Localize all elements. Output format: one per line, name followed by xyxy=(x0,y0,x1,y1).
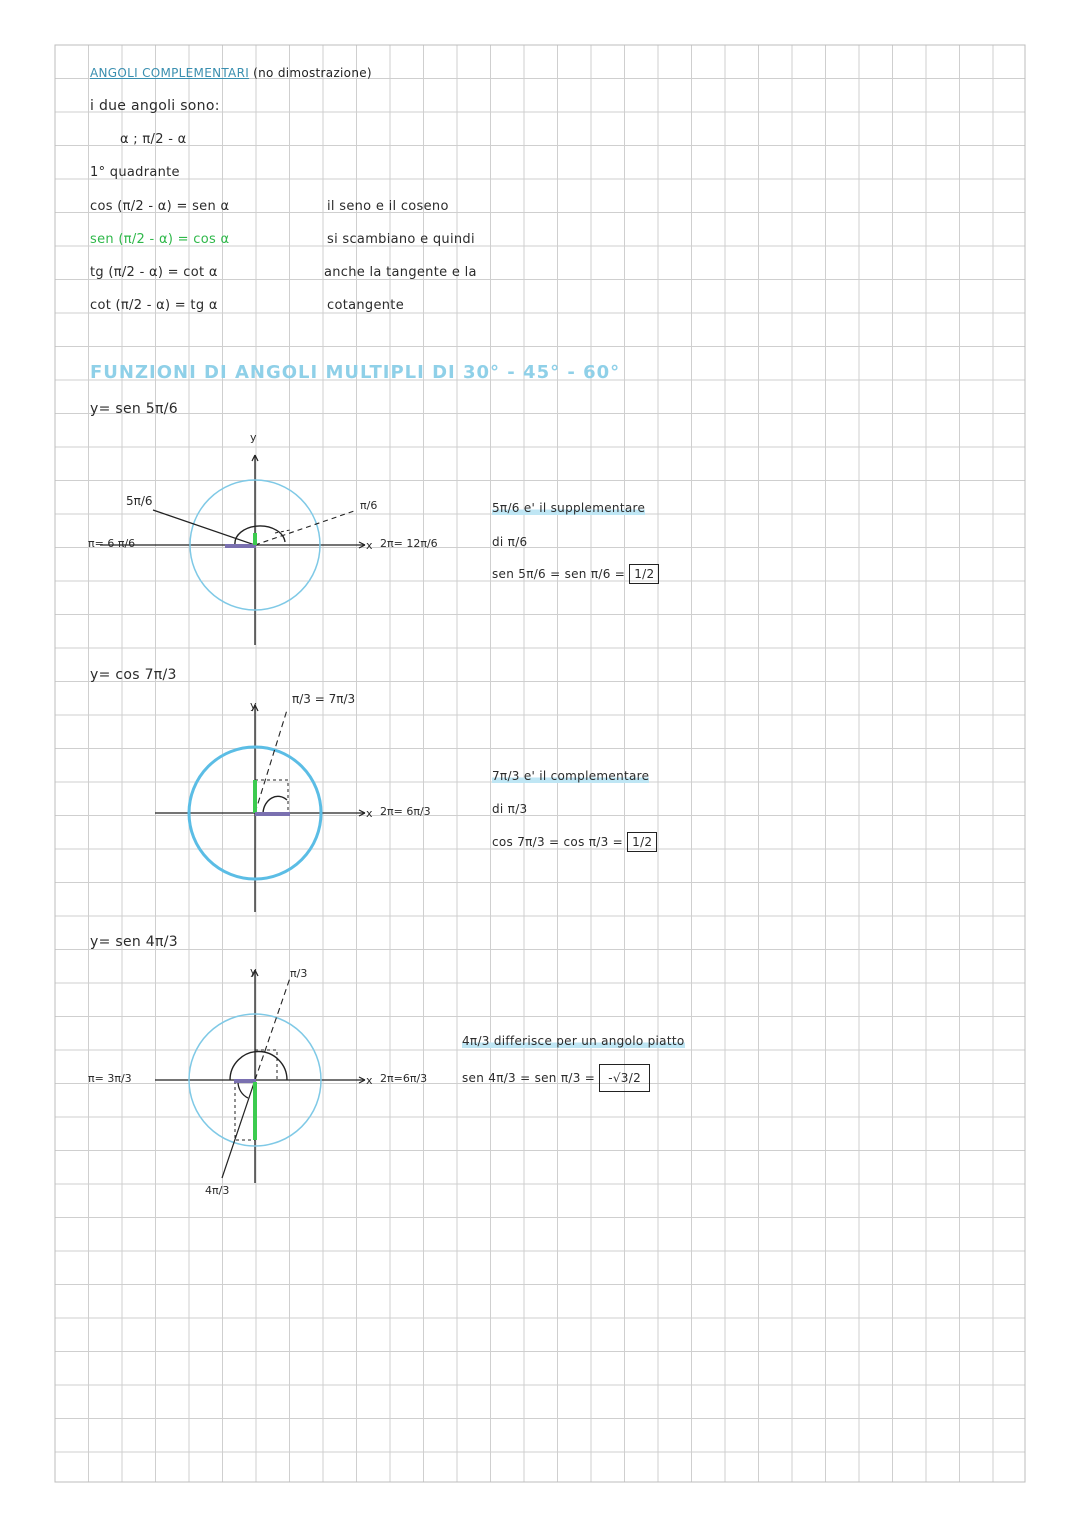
quadrant-label: 1° quadrante xyxy=(90,165,180,180)
ex3-full-label: 2π=6π/3 xyxy=(380,1072,428,1085)
ex1-ref-label: π/6 xyxy=(360,499,378,512)
formula-cos: cos (π/2 - α) = sen α xyxy=(90,199,230,214)
note-line-2: si scambiano e quindi xyxy=(327,232,475,247)
ex2-function: y= cos 7π/3 xyxy=(90,667,177,683)
unit-circle-diagram-1 xyxy=(100,455,365,645)
unit-circle-diagram-2 xyxy=(155,705,365,912)
ex3-result-box: -√3/2 xyxy=(599,1064,650,1092)
ex1-axis-x: x xyxy=(366,539,373,552)
note-line-4: cotangente xyxy=(327,298,404,313)
ex3-result-expr: sen 4π/3 = sen π/3 = xyxy=(462,1071,596,1085)
section1-subtitle: (no dimostrazione) xyxy=(253,66,372,80)
section1-title: ANGOLI COMPLEMENTARI xyxy=(90,66,250,80)
ex3-axis-x: x xyxy=(366,1074,373,1087)
ex2-result-expr: cos 7π/3 = cos π/3 = xyxy=(492,835,624,849)
ex1-note2: di π/6 xyxy=(492,535,528,549)
ex2-angle-label: π/3 = 7π/3 xyxy=(292,692,356,706)
angles-pair: α ; π/2 - α xyxy=(120,132,187,147)
ex1-result-expr: sen 5π/6 = sen π/6 = xyxy=(492,567,626,581)
ex1-axis-y: y xyxy=(250,431,257,444)
ex3-angle-label: 4π/3 xyxy=(205,1184,230,1197)
note-line-3: anche la tangente e la xyxy=(324,265,477,280)
ex2-axis-y: y xyxy=(250,699,257,712)
formula-tg: tg (π/2 - α) = cot α xyxy=(90,265,218,280)
ex3-ref-label: π/3 xyxy=(290,967,308,980)
ex2-result-box: 1/2 xyxy=(627,832,657,852)
ex1-full-label: 2π= 12π/6 xyxy=(380,537,438,550)
two-angles-line: i due angoli sono: xyxy=(90,98,220,114)
formula-sen: sen (π/2 - α) = cos α xyxy=(90,232,230,247)
ex2-note2: di π/3 xyxy=(492,802,528,816)
ex3-note1: 4π/3 differisce per un angolo piatto xyxy=(462,1034,685,1048)
ex2-full-label: 2π= 6π/3 xyxy=(380,805,431,818)
ex1-note1: 5π/6 e' il supplementare xyxy=(492,501,646,515)
ex2-note1: 7π/3 e' il complementare xyxy=(492,769,650,783)
ex3-axis-y: y xyxy=(250,965,257,978)
ex1-result-box: 1/2 xyxy=(629,564,659,584)
ex1-pi-label: π= 6 π/6 xyxy=(88,537,136,550)
ex1-function: y= sen 5π/6 xyxy=(90,401,178,417)
ex3-function: y= sen 4π/3 xyxy=(90,934,178,950)
ex1-angle-label: 5π/6 xyxy=(126,494,153,508)
formula-cot: cot (π/2 - α) = tg α xyxy=(90,298,218,313)
ex3-pi-label: π= 3π/3 xyxy=(88,1072,132,1085)
ex2-axis-x: x xyxy=(366,807,373,820)
note-line-1: il seno e il coseno xyxy=(327,199,449,214)
unit-circle-diagram-3 xyxy=(155,967,365,1183)
section2-title: FUNZIONI DI ANGOLI MULTIPLI DI 30° - 45° - 60° xyxy=(90,362,621,383)
